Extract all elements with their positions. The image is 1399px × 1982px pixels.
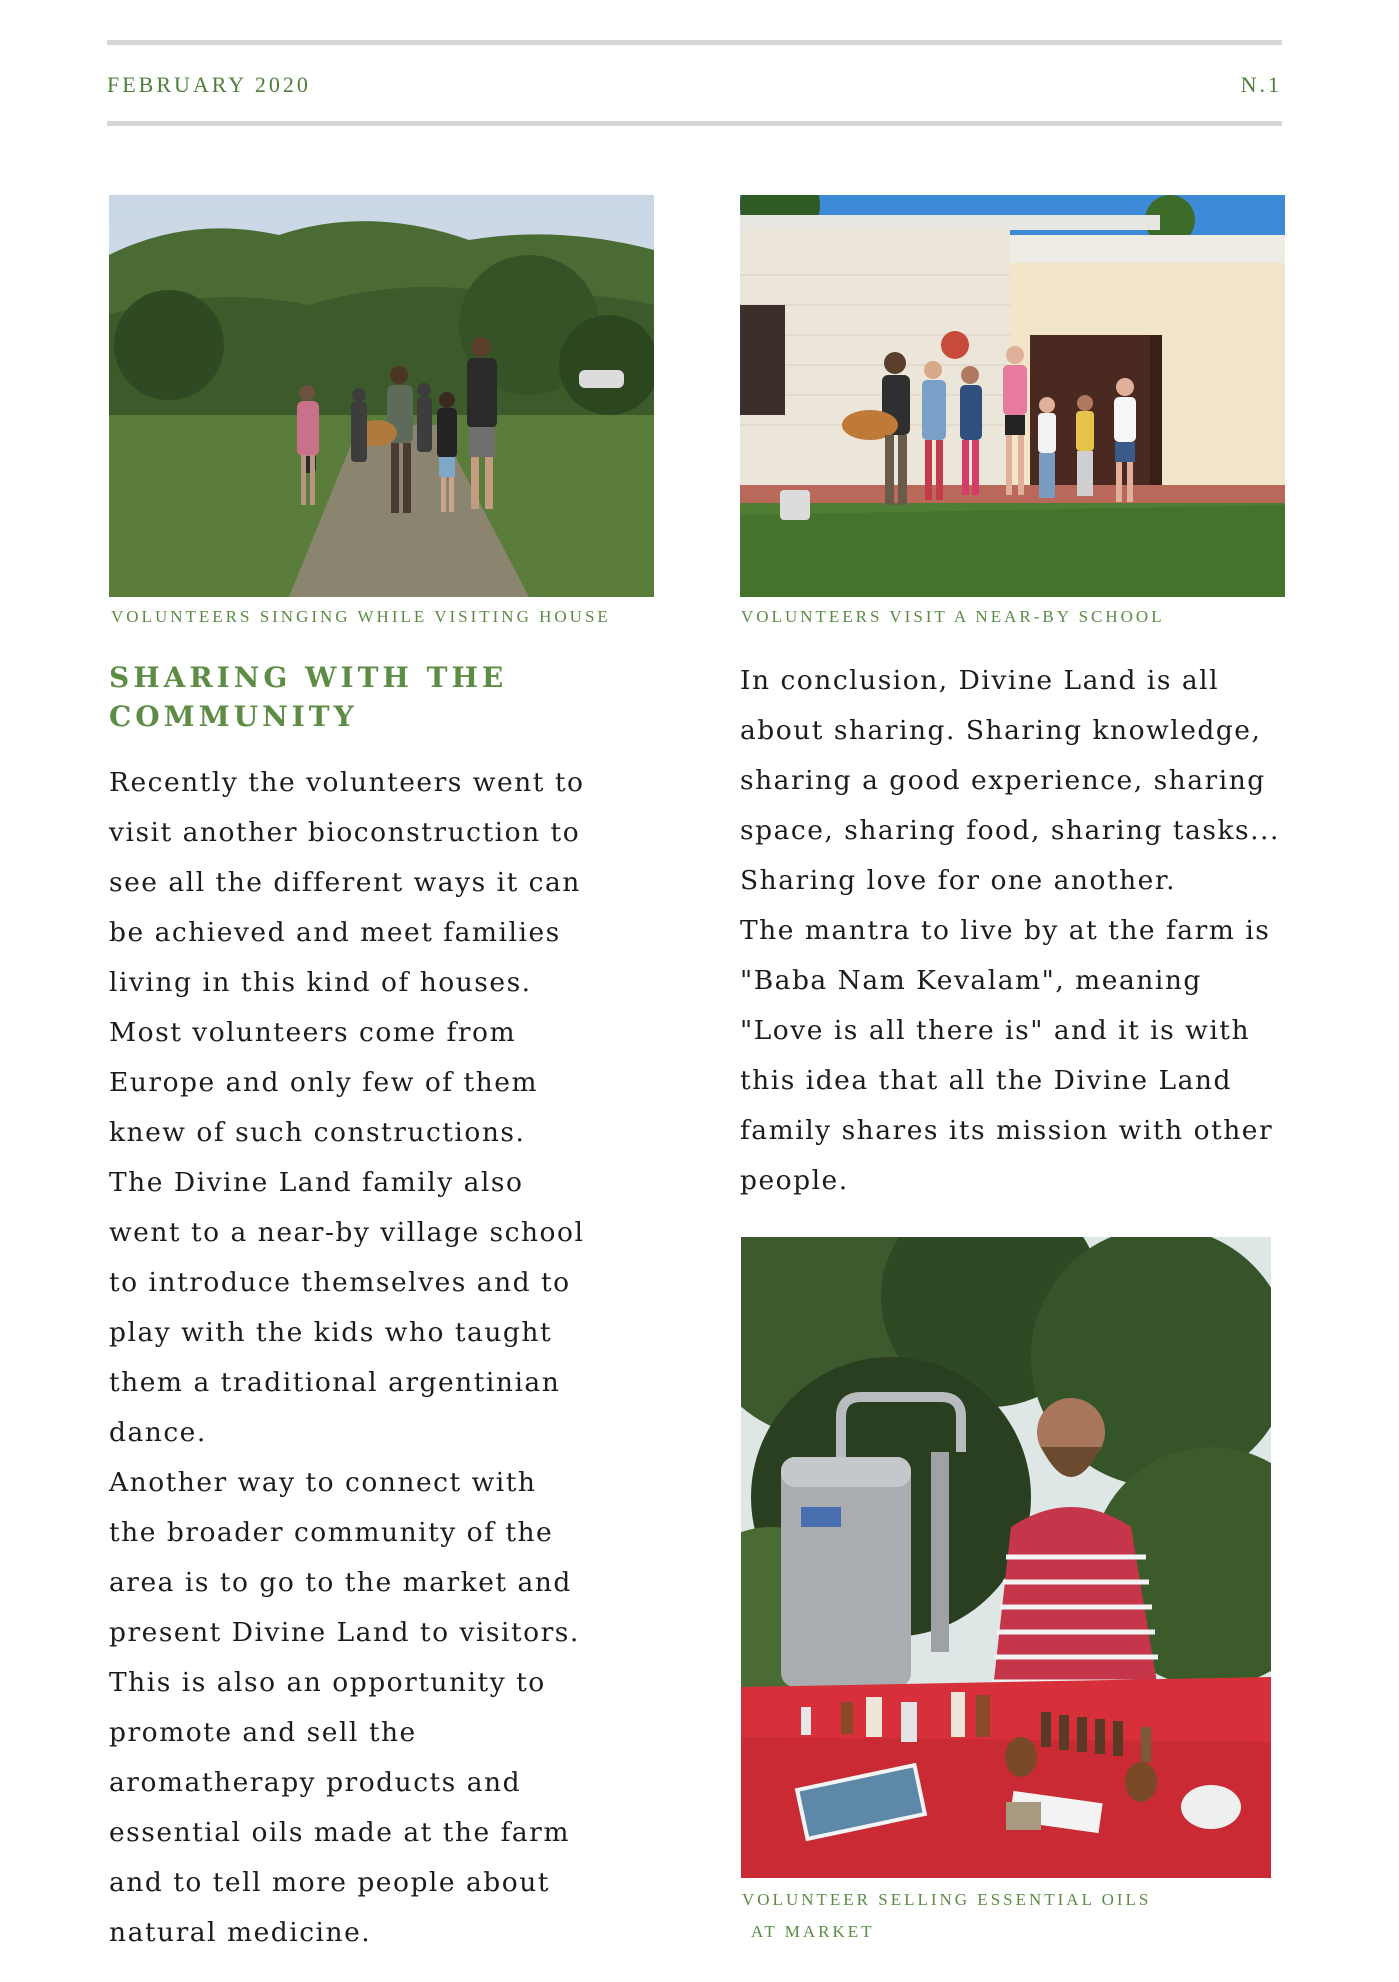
- section-heading: SHARING WITH THE COMMUNITY: [109, 661, 508, 733]
- photo-volunteers-singing: [109, 195, 654, 597]
- caption-volunteers-singing: VOLUNTEERS SINGING WHILE VISITING HOUSE: [111, 607, 611, 626]
- photo-school-visit: [740, 195, 1285, 597]
- caption-market-line2: AT MARKET: [751, 1922, 875, 1941]
- header-top-rule: [107, 40, 1282, 45]
- issue-number: N.1: [1240, 72, 1282, 97]
- photo-market-essential-oils: [741, 1237, 1271, 1878]
- left-column-text: Recently the volunteers went to visit another bioconstruction to see all the different ways it can be achieved and meet families living in this kind of houses. Most volunteers come from Europe and only few of them knew of such constructions. The Divine Land family also went to a near-by village school to introduce themselves and to play with the kids who taught them a traditional argentinian dance. Another way to connect with the broader community of the area is to go to the market and present Divine Land to visitors. This is also an opportunity to promote and sell the aromatherapy products and essential oils made at the farm and to tell more people about natural medicine.: [109, 767, 585, 1948]
- right-column-text: In conclusion, Divine Land is all about sharing. Sharing knowledge, sharing a good experience, sharing space, sharing food, sharing tasks... Sharing love for one another. The mantra to live by at the farm is "Baba Nam Kevalam", meaning "Love is all there is" and it is with this idea that all the Divine Land family shares its mission with other people.: [740, 665, 1280, 1196]
- issue-date: FEBRUARY 2020: [107, 72, 311, 97]
- caption-market-line1: VOLUNTEER SELLING ESSENTIAL OILS: [742, 1890, 1152, 1909]
- header-bottom-rule: [107, 121, 1282, 126]
- caption-school-visit: VOLUNTEERS VISIT A NEAR-BY SCHOOL: [741, 607, 1165, 626]
